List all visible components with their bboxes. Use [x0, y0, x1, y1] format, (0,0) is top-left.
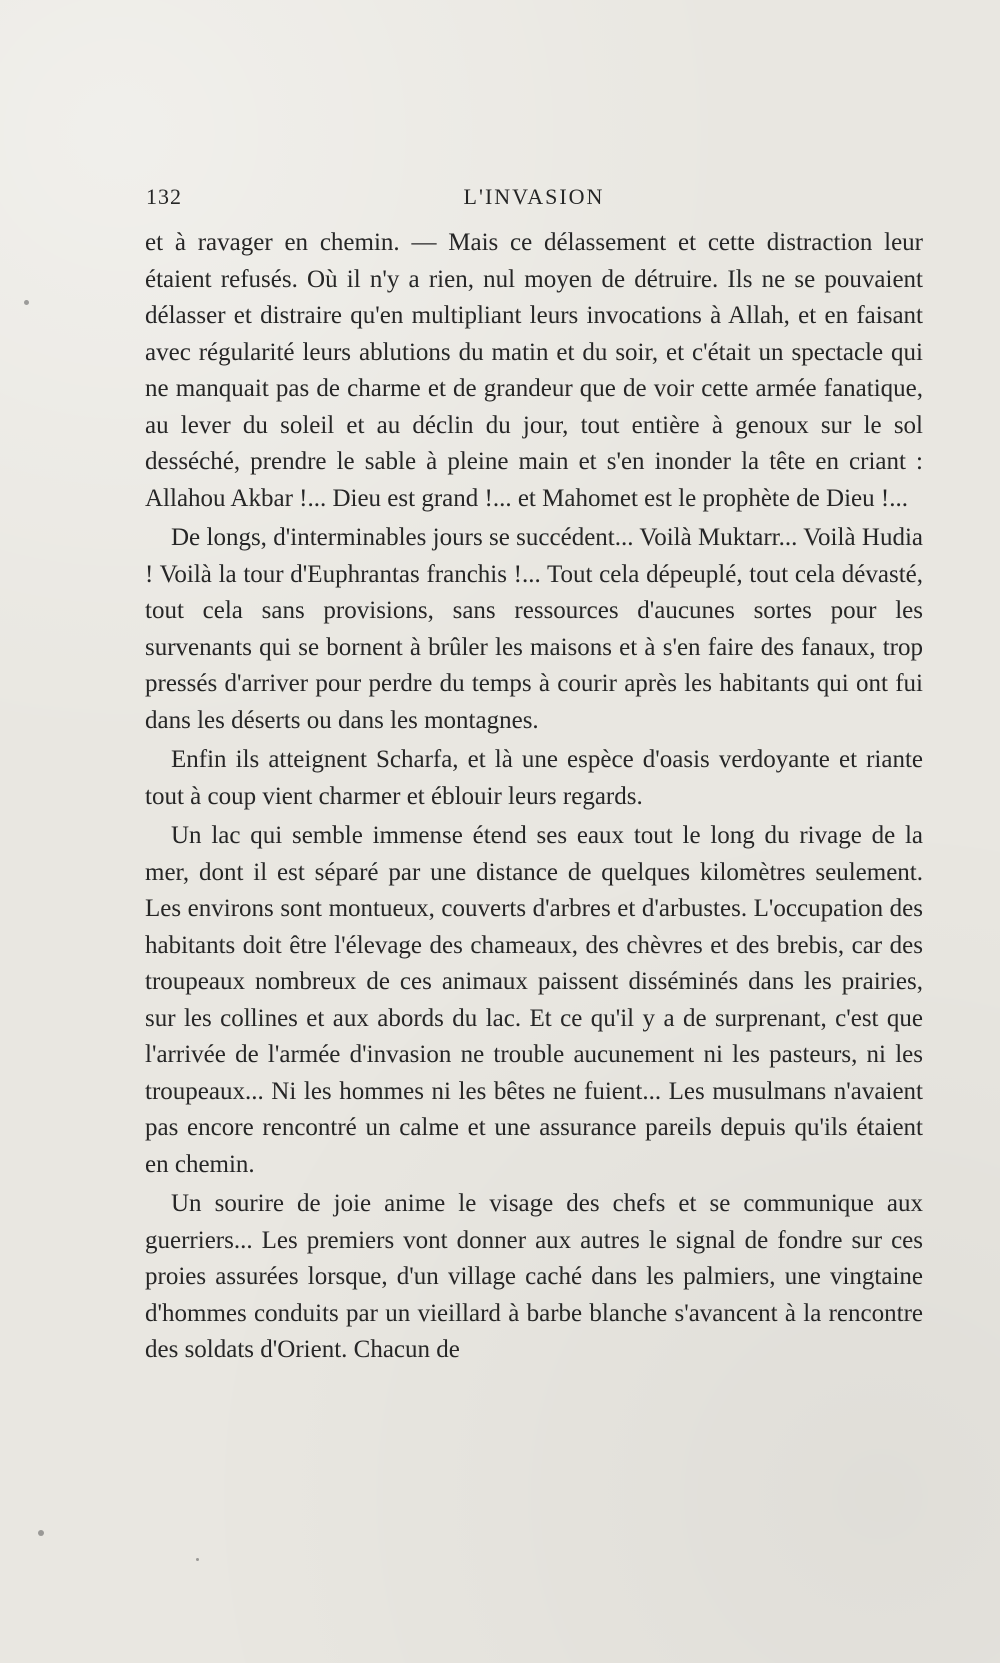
page-number: 132 [146, 184, 182, 209]
paper-speck [24, 300, 29, 305]
paragraph-continuation: et à ravager en chemin. — Mais ce délassement et cette distraction leur étaient refusés. Où il n'y a rien, nul moyen de détruire. Ils ne se pouvaient délasser et distraire qu'en multipliant leurs invocations à Allah, et en faisant avec régularité leurs ablutions du matin et du soir, et c'était un spectacle qui ne manquait pas de charme et de grandeur que de voir cette armée fanatique, au lever du soleil et au déclin du jour, tout entière à genoux sur le sol desséché, prendre le sable à pleine main et s'en inonder la tête en criant : Allahou Akbar !... Dieu est grand !... et Mahomet est le prophète de Dieu !... [145, 229, 923, 512]
paper-speck [196, 1558, 199, 1561]
paragraph: De longs, d'interminables jours se succédent... Voilà Muktarr... Voilà Hudia ! Voilà la tour d'Euphrantas franchis !... Tout cela dépeuplé, tout cela dévasté, tout cela sans provisions, sans ressources d'aucunes sortes pour les survenants qui se bornent à brûler les maisons et à s'en faire des fanaux, trop pressés d'arriver pour perdre du temps à courir après les habitants qui ont fui dans les déserts ou dans les montagnes. [145, 524, 923, 734]
running-title: L'INVASION [463, 184, 605, 209]
paragraph: Un lac qui semble immense étend ses eaux tout le long du rivage de la mer, dont il est séparé par une distance de quelques kilomètres seulement. Les environs sont montueux, couverts d'arbres et d'arbustes. L'occupation des habitants doit être l'élevage des chameaux, des chèvres et des brebis, car des troupeaux nombreux de ces animaux paissent disséminés dans les prairies, sur les collines et aux abords du lac. Et ce qu'il y a de surprenant, c'est que l'arrivée de l'armée d'invasion ne trouble aucunement ni les pasteurs, ni les troupeaux... Ni les hommes ni les bêtes ne fuient... Les musulmans n'avaient pas encore rencontré un calme et une assurance pareils depuis qu'ils étaient en chemin. [145, 822, 923, 1178]
paragraph: Enfin ils atteignent Scharfa, et là une espèce d'oasis verdoyante et riante tout à coup vient charmer et éblouir leurs regards. [145, 746, 923, 810]
running-header [146, 184, 922, 212]
paper-speck [38, 1530, 44, 1536]
paragraph: Un sourire de joie anime le visage des chefs et se communique aux guerriers... Les premiers vont donner aux autres le signal de fondre sur ces proies assurées lorsque, d'un village caché dans les palmiers, une vingtaine d'hommes conduits par un vieillard à barbe blanche s'avancent à la rencontre des soldats d'Orient. Chacun de [145, 1190, 923, 1363]
body-text [145, 225, 923, 1369]
